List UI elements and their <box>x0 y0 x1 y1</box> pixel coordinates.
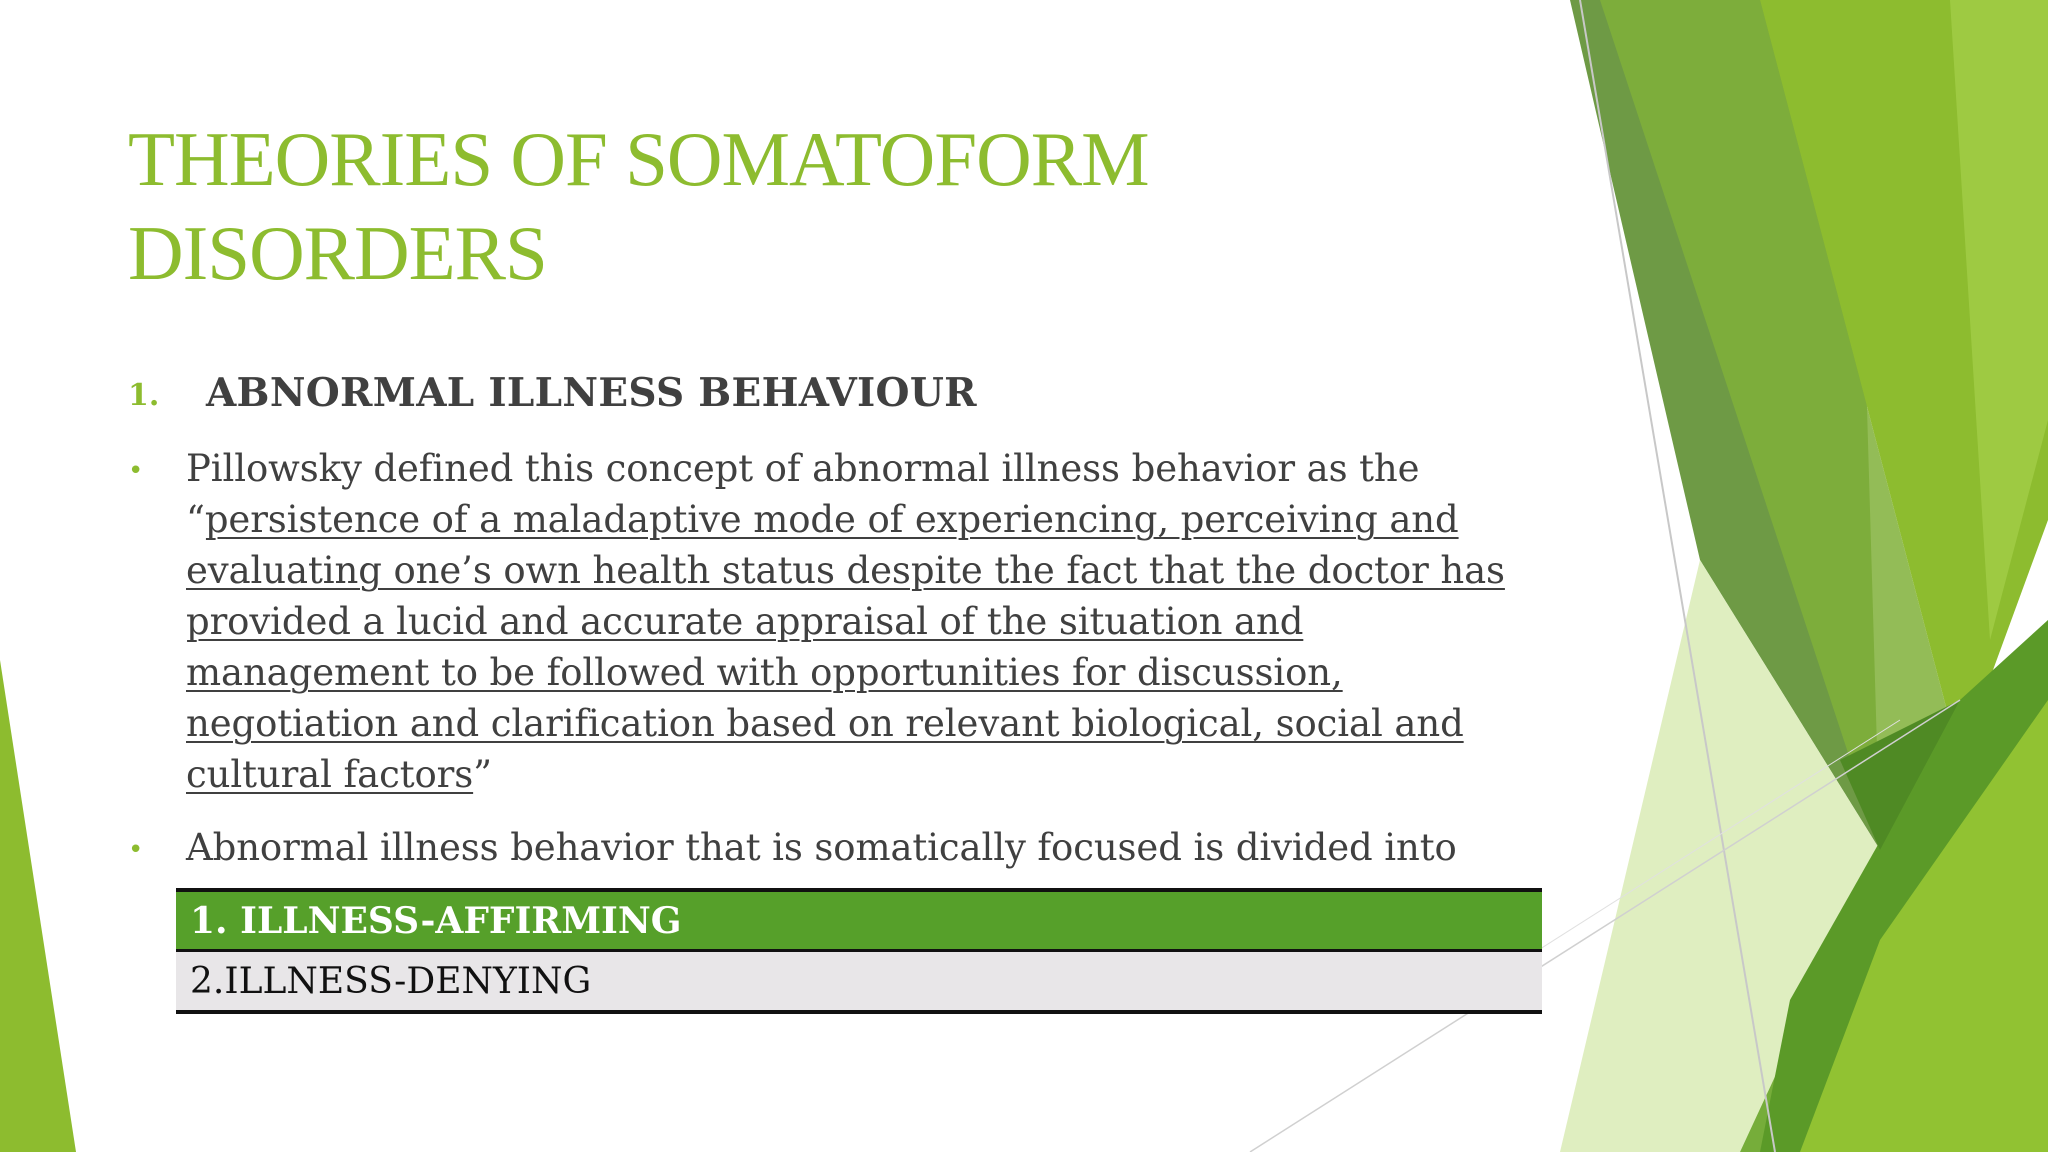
table-row: 2.ILLNESS-DENYING <box>176 952 1542 1014</box>
definition-quote: persistence of a maladaptive mode of experiencing, perceiving and evaluating one’s own health status despite the fact that the doctor has provided a lucid and accurate appraisal of the situation and management to be followed with opportunities for discussion, negotiation and clarification based on relevant biological, social and cultural factors <box>186 498 1505 796</box>
bullet-marker-1: • <box>128 456 144 486</box>
section-number: 1. <box>128 378 160 413</box>
left-green-shape <box>0 660 76 1152</box>
bullet-text-division: Abnormal illness behavior that is somatically focused is divided into <box>186 826 1457 869</box>
definition-outro: ” <box>473 753 492 796</box>
bullet-marker-2: • <box>128 835 144 865</box>
definition-intro: Pillowsky defined this concept of abnormal illness behavior as the “ <box>186 447 1420 541</box>
section-heading <box>128 370 1528 424</box>
slide-title: THEORIES OF SOMATOFORM DISORDERS <box>128 116 1149 296</box>
section-heading-text: ABNORMAL ILLNESS BEHAVIOUR <box>206 370 977 416</box>
illness-type-table <box>176 888 1542 1014</box>
bullet-text-definition <box>186 443 1526 800</box>
table-row: 1. ILLNESS-AFFIRMING <box>176 888 1542 952</box>
